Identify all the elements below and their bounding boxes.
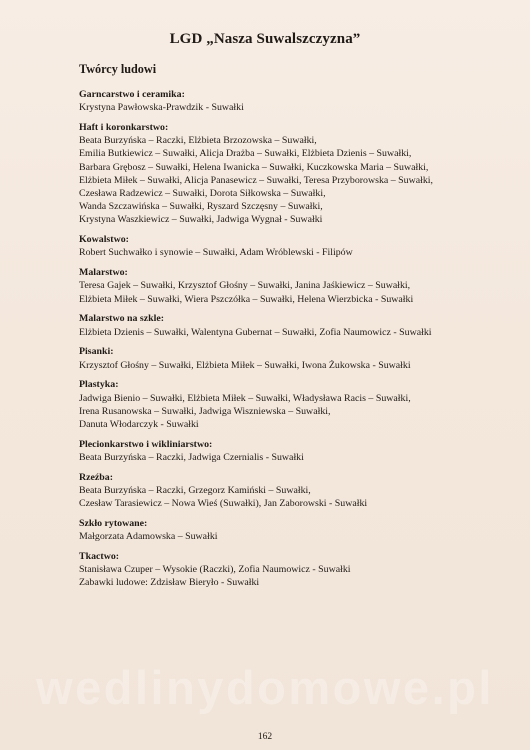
section-plecionkarstwo — [79, 438, 459, 464]
section-heading: Twórcy ludowi — [79, 62, 157, 76]
section-line: Krzysztof Głośny – Suwałki, Elżbieta Miłek – Suwałki, Iwona Żukowska - Suwałki — [79, 359, 411, 371]
section-line: Jadwiga Bienio – Suwałki, Elżbieta Miłek – Suwałki, Władysława Racis – Suwałki, — [79, 392, 411, 404]
section-plastyka — [79, 378, 459, 431]
section-line: Danuta Włodarczyk - Suwałki — [79, 419, 199, 431]
section-malarstwo-na-szkle — [79, 312, 459, 338]
section-garncarstwo — [79, 88, 459, 114]
section-line: Beata Burzyńska – Raczki, Grzegorz Kamiński – Suwałki, — [79, 485, 311, 497]
section-line: Beata Burzyńska – Raczki, Jadwiga Czernialis - Suwałki — [79, 452, 304, 464]
section-kowalstwo — [79, 233, 459, 259]
section-tkactwo — [79, 550, 459, 590]
section-rzezba — [79, 471, 459, 511]
section-title: Plastyka: — [79, 379, 119, 391]
section-title: Pisanki: — [79, 346, 114, 358]
section-title: Haft i koronkarstwo: — [79, 122, 169, 133]
section-line: Małgorzata Adamowska – Suwałki — [79, 531, 218, 543]
section-line: Stanisława Czuper – Wysokie (Raczki), Zofia Naumowicz - Suwałki — [79, 564, 351, 576]
section-line: Zabawki ludowe: Zdzisław Bieryło - Suwałki — [79, 577, 260, 589]
section-line: Elżbieta Dzienis – Suwałki, Walentyna Gubernat – Suwałki, Zofia Naumowicz - Suwałki — [79, 326, 432, 338]
section-line: Beata Burzyńska – Raczki, Elżbieta Brzozowska – Suwałki, — [79, 135, 317, 147]
section-line: Emilia Butkiewicz – Suwałki, Alicja Drażba – Suwałki, Elżbieta Dzienis – Suwałki, — [79, 148, 412, 160]
section-line: Krystyna Pawłowska-Prawdzik - Suwałki — [79, 102, 244, 114]
section-line: Barbara Grębosz – Suwałki, Helena Iwanicka – Suwałki, Kuczkowska Maria – Suwałki, — [79, 161, 429, 173]
section-title: Kowalstwo: — [79, 234, 129, 246]
section-line: Czesław Tarasiewicz – Nowa Wieś (Suwałki), Jan Zaborowski - Suwałki — [79, 498, 368, 510]
section-title: Garncarstwo i ceramika: — [79, 89, 185, 100]
section-pisanki — [79, 345, 459, 371]
section-line: Krystyna Waszkiewicz – Suwałki, Jadwiga Wygnał - Suwałki — [79, 214, 323, 226]
section-title: Szkło rytowane: — [79, 518, 148, 530]
page-title: LGD „Nasza Suwalszczyzna” — [169, 31, 361, 47]
section-title: Malarstwo: — [79, 267, 128, 279]
section-line: Elżbieta Miłek – Suwałki, Alicja Panasewicz – Suwałki, Teresa Przyborowska – Suwałki, — [79, 174, 434, 186]
section-title: Malarstwo na szkle: — [79, 313, 165, 325]
section-title: Tkactwo: — [79, 551, 120, 563]
section-line: Irena Rusanowska – Suwałki, Jadwiga Wiszniewska – Suwałki, — [79, 405, 331, 417]
section-line: Elżbieta Miłek – Suwałki, Wiera Pszczółka – Suwałki, Helena Wierzbicka - Suwałki — [79, 293, 414, 305]
section-malarstwo — [79, 266, 459, 306]
watermark: wedlinydomowe.pl — [36, 661, 494, 714]
section-title: Plecionkarstwo i wikliniarstwo: — [79, 438, 213, 450]
section-title: Rzeźba: — [79, 471, 113, 483]
section-haft — [79, 121, 459, 227]
section-szklo-rytowane — [79, 517, 459, 543]
section-line: Teresa Gajek – Suwałki, Krzysztof Głośny – Suwałki, Janina Jaśkiewicz – Suwałki, — [79, 280, 411, 292]
section-line: Czesława Radzewicz – Suwałki, Dorota Siłkowska – Suwałki, — [79, 188, 326, 200]
craft-sections — [79, 88, 459, 596]
section-line: Wanda Szczawińska – Suwałki, Ryszard Szczęsny – Suwałki, — [79, 201, 323, 213]
section-line: Robert Suchwałko i synowie – Suwałki, Adam Wróblewski - Filipów — [79, 247, 353, 259]
page-number: 162 — [257, 732, 273, 742]
